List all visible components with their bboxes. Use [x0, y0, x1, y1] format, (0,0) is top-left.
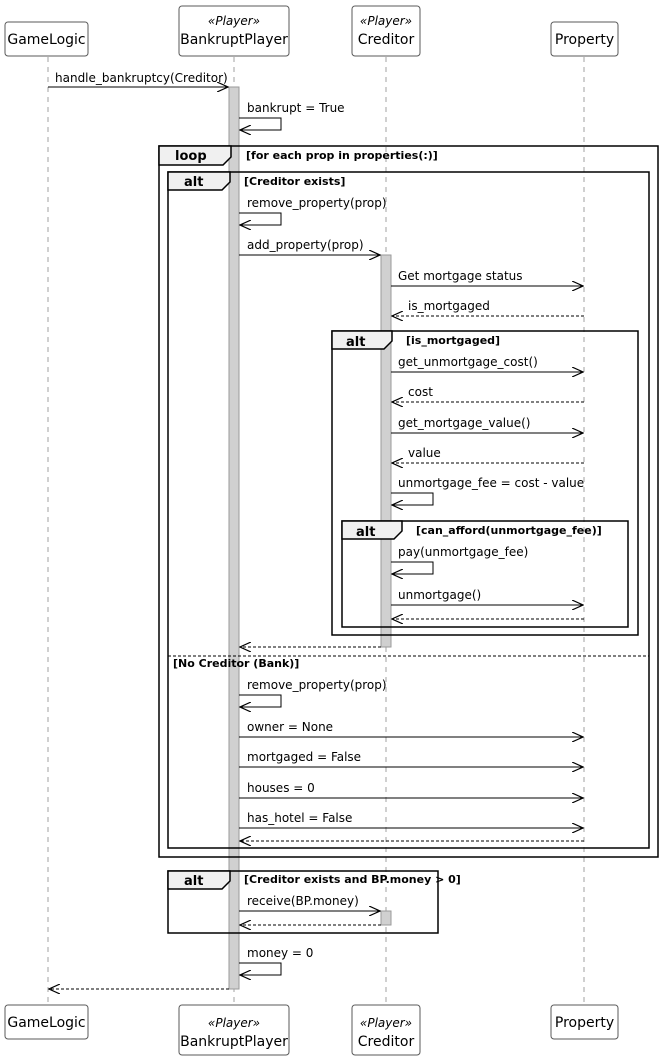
message-get-mortgage-status: [391, 269, 583, 286]
participant-gamelogic-top: [5, 22, 88, 56]
activation-creditor-2: [381, 911, 391, 925]
message-has-hotel-false: [239, 811, 583, 828]
message-is-mortgaged-return: [392, 299, 584, 316]
svg-text:«Player»: «Player»: [359, 1016, 413, 1030]
svg-text:remove_property(prop): remove_property(prop): [247, 196, 387, 210]
svg-text:add_property(prop): add_property(prop): [247, 238, 364, 252]
message-receive: [239, 894, 380, 911]
svg-text:[is_mortgaged]: [is_mortgaged]: [406, 334, 501, 347]
svg-text:unmortgage(): unmortgage(): [398, 588, 482, 602]
participant-property-top: [551, 22, 618, 56]
svg-text:[for each prop in properties(:: [for each prop in properties(:)]: [246, 149, 438, 162]
message-get-unmortgage-cost: [391, 355, 583, 372]
message-remove-property-2: [239, 678, 387, 707]
svg-text:Get mortgage status: Get mortgage status: [398, 269, 523, 283]
svg-text:[No Creditor (Bank)]: [No Creditor (Bank)]: [173, 657, 300, 670]
message-pay: [391, 545, 528, 574]
svg-text:alt: alt: [184, 874, 204, 889]
svg-text:handle_bankruptcy(Creditor): handle_bankruptcy(Creditor): [55, 71, 228, 85]
message-money-zero: [239, 946, 313, 975]
svg-text:[can_afford(unmortgage_fee)]: [can_afford(unmortgage_fee)]: [416, 524, 602, 537]
message-bankrupt-true: [239, 101, 345, 130]
svg-text:cost: cost: [408, 385, 433, 399]
activation-creditor-1: [381, 255, 391, 647]
participant-creditor-top: [352, 6, 420, 56]
message-handle-bankruptcy: [48, 71, 228, 87]
svg-text:GameLogic: GameLogic: [7, 32, 86, 48]
svg-text:Property: Property: [554, 32, 615, 48]
participant-gamelogic-bottom: [5, 1005, 88, 1039]
svg-text:owner = None: owner = None: [247, 720, 334, 734]
svg-text:alt: alt: [184, 175, 204, 190]
svg-text:GameLogic: GameLogic: [7, 1015, 86, 1031]
svg-text:mortgaged = False: mortgaged = False: [247, 750, 362, 764]
message-unmortgage: [391, 588, 583, 605]
message-add-property: [239, 238, 380, 255]
svg-text:has_hotel = False: has_hotel = False: [247, 811, 353, 825]
svg-text:get_mortgage_value(): get_mortgage_value(): [398, 416, 531, 430]
message-get-mortgage-value: [391, 416, 583, 433]
svg-text:money = 0: money = 0: [247, 946, 314, 960]
participant-creditor-bottom: [352, 1005, 420, 1055]
svg-text:alt: alt: [356, 525, 376, 540]
message-value-return: [392, 446, 584, 463]
svg-text:«Player»: «Player»: [207, 1016, 261, 1030]
svg-text:BankruptPlayer: BankruptPlayer: [180, 1034, 288, 1050]
message-owner-none: [239, 720, 583, 737]
svg-text:Creditor: Creditor: [357, 1034, 415, 1050]
svg-text:unmortgage_fee = cost - value: unmortgage_fee = cost - value: [398, 476, 585, 490]
message-mortgaged-false: [239, 750, 583, 767]
message-remove-property-1: [239, 196, 387, 225]
participant-bankruptplayer-bottom: [179, 1005, 289, 1055]
svg-text:pay(unmortgage_fee): pay(unmortgage_fee): [398, 545, 529, 559]
svg-text:houses = 0: houses = 0: [247, 781, 315, 795]
svg-text:bankrupt = True: bankrupt = True: [247, 101, 345, 115]
svg-text:Property: Property: [554, 1015, 615, 1031]
svg-text:get_unmortgage_cost(): get_unmortgage_cost(): [398, 355, 538, 369]
svg-text:BankruptPlayer: BankruptPlayer: [180, 32, 288, 48]
svg-text:[Creditor exists]: [Creditor exists]: [244, 175, 346, 188]
svg-text:remove_property(prop): remove_property(prop): [247, 678, 387, 692]
svg-text:Creditor: Creditor: [357, 32, 415, 48]
svg-text:[Creditor exists and BP.money: [Creditor exists and BP.money > 0]: [244, 873, 461, 886]
participant-bankruptplayer-top: [179, 6, 289, 56]
svg-text:is_mortgaged: is_mortgaged: [408, 299, 490, 313]
svg-text:alt: alt: [346, 335, 366, 350]
message-cost-return: [392, 385, 584, 402]
message-unmortgage-fee: [391, 476, 584, 505]
participant-property-bottom: [551, 1005, 618, 1039]
activation-bankruptplayer: [229, 87, 239, 989]
svg-text:receive(BP.money): receive(BP.money): [247, 894, 359, 908]
message-houses-zero: [239, 781, 583, 798]
svg-text:value: value: [408, 446, 441, 460]
svg-text:loop: loop: [175, 149, 207, 164]
svg-text:«Player»: «Player»: [359, 14, 413, 28]
svg-text:«Player»: «Player»: [207, 14, 261, 28]
